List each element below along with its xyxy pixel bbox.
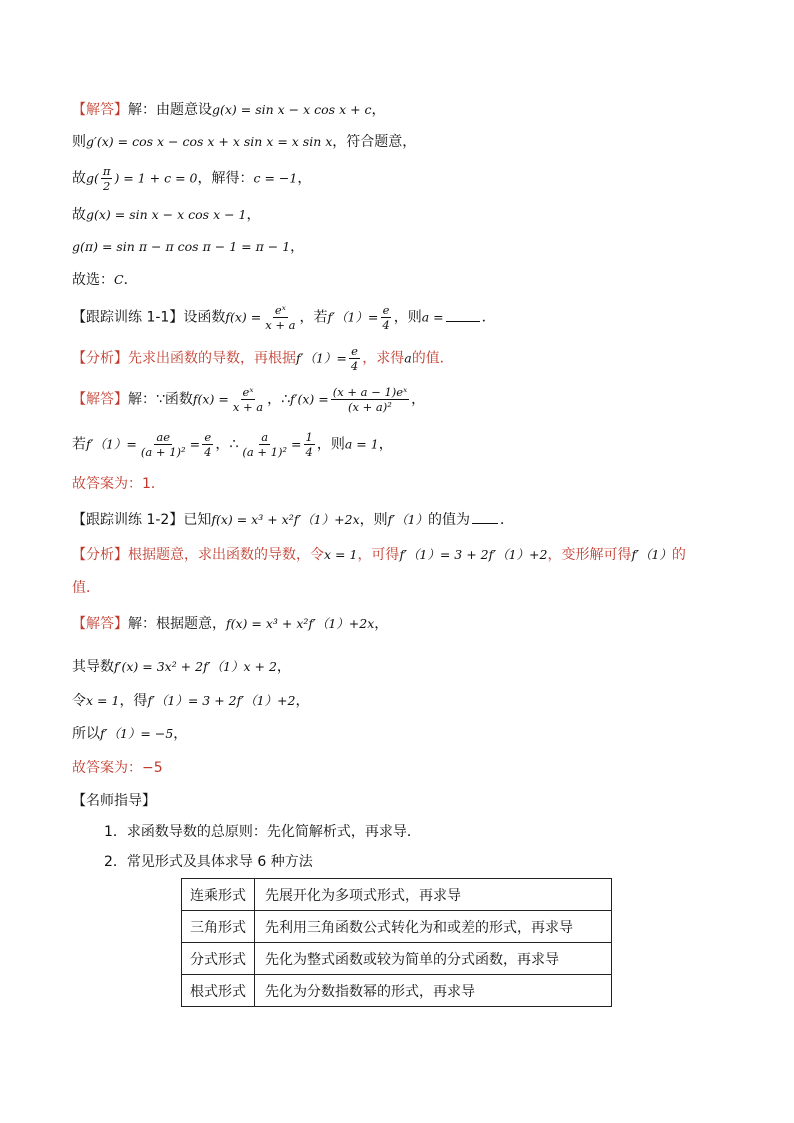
method-description: 先展开化为多项式形式，再求导 [255, 879, 612, 911]
table-row [182, 975, 612, 1007]
answer-label: 【解答】 [72, 102, 128, 118]
training-1-1-solution-2: 若f′（1）= $\frac{ae}{\text{(a + 1)²}}$ = $\frac{e}{4}$ ，∴ $\frac{a}{\text{(a + 1)²}}$ = $\frac{1}{4}$ ，则a = 1， [72, 430, 393, 459]
fraction: $\frac{ae}{\text{(a + 1)²}}$ [140, 430, 186, 459]
answer-blank [446, 307, 480, 322]
training-1-2-answer: 故答案为：−5 [72, 760, 163, 776]
answer-label: 【解答】 [72, 616, 128, 632]
method-form: 分式形式 [182, 943, 255, 975]
training-1-1-analysis: 【分析】先求出函数的导数，再根据f′（1）= $\frac{e}{4}$ ，求得a的值． [72, 344, 454, 373]
fraction: $\frac{\pi}{2}$ [102, 164, 111, 193]
analysis-label: 【分析】 [72, 547, 128, 563]
fraction: $\frac{e}{4}$ [350, 344, 359, 373]
method-form: 三角形式 [182, 911, 255, 943]
analysis-label: 【分析】 [72, 350, 128, 367]
solution-line-1: 【解答】解：由题意设g(x) = sin x − x cos x + c， [72, 102, 386, 118]
fraction: $\frac{\text{(x + a − 1)eˣ}}{\text{(x + a)²}}$ [332, 385, 408, 414]
training-1-1-solution-1: 【解答】解：∵函数f(x) = $\frac{\text{eˣ}}{x + a}$ ，∴f′(x) = $\frac{\text{(x + a − 1)eˣ}}{\text{(x + a)²}}$ ， [72, 385, 426, 414]
fraction: $\frac{\text{eˣ}}{x + a}$ [265, 303, 296, 332]
training-1-1-question: 【跟踪训练 1-1】设函数f(x) = $\frac{\text{eˣ}}{x + a}$ ，若f′（1）= $\frac{e}{4}$ ，则a = ． [72, 303, 496, 332]
training-1-2-solution-4: 所以f′（1）= −5， [72, 726, 188, 742]
fraction: $\frac{e}{4}$ [204, 430, 212, 459]
training-1-2-question: 【跟踪训练 1-2】已知f(x) = x³ + x²f′（1）+2x，则f′（1）的值为 ． [72, 509, 514, 530]
fraction: $\frac{e}{4}$ [382, 303, 390, 332]
method-description: 先利用三角函数公式转化为和或差的形式，再求导 [255, 911, 612, 943]
training-1-2-analysis: 【分析】根据题意，求出函数的导数，令x = 1，可得f′（1）= 3 + 2f′（1）+2，变形解可得f′（1）的 [72, 547, 686, 563]
methods-table [181, 878, 612, 1007]
solution-line-6: 故选：C． [72, 272, 138, 288]
guide-item-1: 1．求函数导数的总原则：先化简解析式，再求导． [104, 824, 421, 840]
fraction: $\frac{a}{\text{(a + 1)²}}$ [242, 430, 288, 459]
training-1-2-analysis-cont: 值． [72, 580, 100, 596]
method-form: 根式形式 [182, 975, 255, 1007]
method-form: 连乘形式 [182, 879, 255, 911]
training-1-1-answer: 故答案为：1． [72, 476, 165, 492]
fraction: $\frac{\text{eˣ}}{x + a}$ [232, 385, 264, 414]
fraction: $\frac{1}{4}$ [305, 430, 313, 459]
table-row [182, 943, 612, 975]
solution-line-3: 故g( $\frac{\pi}{2}$ ) = 1 + c = 0，解得：c = −1， [72, 164, 312, 193]
method-description: 先化为分数指数幂的形式，再求导 [255, 975, 612, 1007]
guide-heading: 【名师指导】 [72, 793, 156, 809]
method-description: 先化为整式函数或较为简单的分式函数，再求导 [255, 943, 612, 975]
table-row [182, 911, 612, 943]
answer-label: 【解答】 [72, 391, 128, 408]
solution-line-4: 故g(x) = sin x − x cos x − 1， [72, 207, 261, 223]
table-row [182, 879, 612, 911]
answer-blank [472, 509, 498, 524]
training-1-2-solution-1: 【解答】解：根据题意，f(x) = x³ + x²f′（1）+2x， [72, 616, 389, 632]
solution-line-2: 则g′(x) = cos x − cos x + x sin x = x sin x，符合题意， [72, 134, 417, 150]
solution-line-5: g(π) = sin π − π cos π − 1 = π − 1， [72, 239, 305, 255]
guide-item-2: 2．常见形式及具体求导 6 种方法 [104, 854, 313, 870]
training-1-2-solution-3: 令x = 1，得f′（1）= 3 + 2f′（1）+2， [72, 693, 310, 709]
training-1-2-solution-2: 其导数f′(x) = 3x² + 2f′（1）x + 2， [72, 659, 291, 675]
